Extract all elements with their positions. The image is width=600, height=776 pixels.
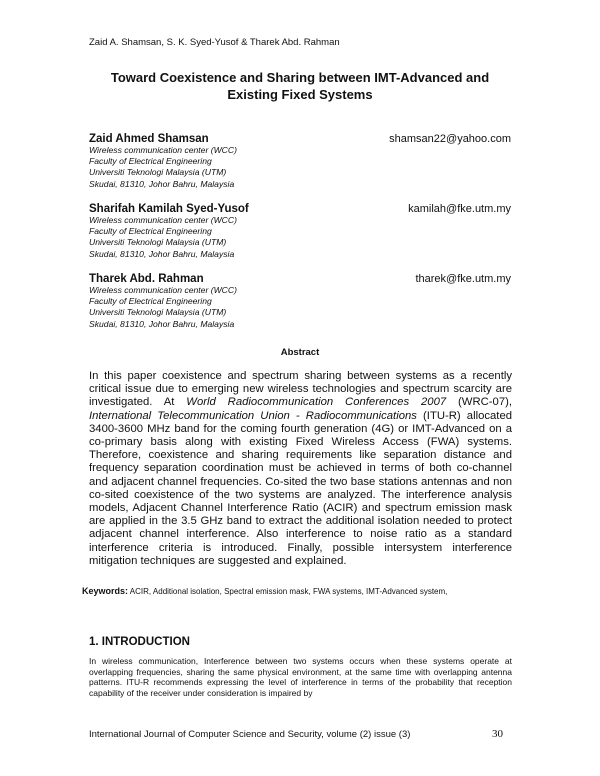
author-affiliation-line: Skudai, 81310, Johor Bahru, Malaysia: [89, 248, 235, 259]
author-affiliation-line: Skudai, 81310, Johor Bahru, Malaysia: [89, 318, 235, 329]
author-affiliation-line: Faculty of Electrical Engineering: [89, 156, 212, 167]
author-affiliation-line: Faculty of Electrical Engineering: [89, 226, 212, 237]
paper-title-line-2: Existing Fixed Systems: [227, 87, 373, 102]
author-affiliation-line: Universiti Teknologi Malaysia (UTM): [89, 167, 227, 178]
author-email: shamsan22@yahoo.com: [389, 133, 511, 145]
paper-title-line-1: Toward Coexistence and Sharing between IMT-Advanced and: [110, 70, 490, 85]
author-name: Sharifah Kamilah Syed-Yusof: [89, 203, 249, 215]
author-block-3: [89, 273, 511, 330]
author-affiliation-line: Skudai, 81310, Johor Bahru, Malaysia: [89, 178, 235, 189]
author-block-1: [89, 133, 511, 190]
author-affiliation-line: Universiti Teknologi Malaysia (UTM): [89, 307, 227, 318]
footer-journal: International Journal of Computer Science and Security, volume (2) issue (3): [89, 729, 411, 740]
introduction-heading: 1. INTRODUCTION: [89, 636, 190, 648]
author-affiliation-line: Faculty of Electrical Engineering: [89, 296, 212, 307]
author-name: Tharek Abd. Rahman: [89, 273, 204, 285]
page-number: 30: [492, 728, 503, 740]
abstract-italic-itu: International Telecommunication Union - Radiocommunications: [89, 409, 417, 422]
author-block-2: [89, 203, 511, 260]
keywords: [82, 586, 447, 596]
abstract-text: (WRC-07),: [446, 396, 513, 409]
author-affiliation-line: Wireless communication center (WCC): [89, 145, 237, 155]
keywords-label: Keywords:: [82, 586, 129, 596]
author-affiliation-line: Wireless communication center (WCC): [89, 285, 237, 295]
author-affiliation-line: Universiti Teknologi Malaysia (UTM): [89, 237, 227, 248]
introduction-body: In wireless communication, Interference between two systems occurs when these systems operate at overlapping frequencies, sharing the same physical environment, at the same time with overlapping antenna patterns. ITU-R recommends expressing the level of interference in terms of the probability that reception capability of the receiver under consideration is impaired by: [89, 656, 512, 698]
author-affiliation-line: Wireless communication center (WCC): [89, 215, 237, 225]
abstract-text: In this paper coexistence and spectrum sharing between systems as a recently critical issue due to emerging new wireless technologies and spectrum scarcity are investigated. At: [89, 370, 512, 409]
running-header-authors: Zaid A. Shamsan, S. K. Syed-Yusof & Tharek Abd. Rahman: [89, 37, 340, 48]
abstract-italic-conference: World Radiocommunication Conferences 2007: [186, 396, 447, 409]
abstract-text: (ITU-R) allocated 3400-3600 MHz band for the coming fourth generation (4G) or IMT-Advanced on a co-primary basis along with existing Fixed Wireless Access (FWA) systems. Therefore, coexistence and sharing requirements like separation distance and frequency separation coordination must be achieved in terms of both co-channel and adjacent channel frequencies. Co-sited the two base stations antennas and non co-sited coexistence of the two systems are analyzed. The interference analysis models, Adjacent Channel Interference Ratio (ACIR) and spectrum emission mask are applied in the 3.5 GHz band to extract the additional isolation needed to protect adjacent channel interference. Also interference to noise ratio as a standard interference criteria is introduced. Finally, possible intersystem interference mitigation techniques are suggested and explained.: [89, 409, 513, 567]
keywords-text: ACIR, Additional isolation, Spectral emission mask, FWA systems, IMT-Advanced system,: [129, 587, 448, 596]
abstract-heading: Abstract: [280, 347, 320, 358]
abstract-body: [89, 370, 512, 568]
author-email: kamilah@fke.utm.my: [408, 203, 511, 215]
paper-title: [60, 69, 540, 103]
author-email: tharek@fke.utm.my: [415, 273, 511, 285]
author-name: Zaid Ahmed Shamsan: [89, 133, 209, 145]
